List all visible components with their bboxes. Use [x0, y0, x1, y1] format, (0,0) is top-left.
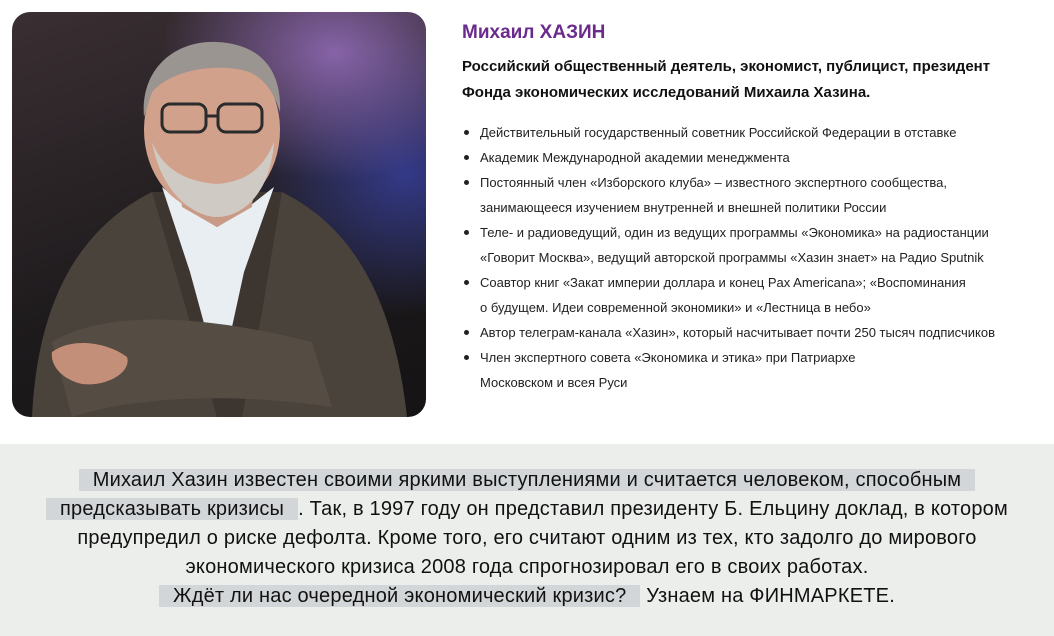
- highlighted-text: Михаил Хазин известен своими яркими выступлениями и считается человеком, способным: [79, 469, 976, 491]
- fact-line: Автор телеграм-канала «Хазин», который насчитывает почти 250 тысяч подписчиков: [480, 325, 995, 340]
- subtitle-line: Фонда экономических исследований Михаила Хазина.: [462, 84, 871, 101]
- portrait-photo: [12, 12, 426, 417]
- summary-section: [0, 444, 1054, 636]
- highlighted-question: Ждёт ли нас очередной экономический кризис?: [159, 585, 640, 607]
- fact-item: [462, 220, 1047, 270]
- fact-line: «Говорит Москва», ведущий авторской программы «Хазин знает» на Радио Sputnik: [480, 250, 984, 265]
- fact-line: Теле- и радиоведущий, один из ведущих программы «Экономика» на радиостанции: [480, 225, 989, 240]
- fact-item: [462, 120, 1047, 145]
- fact-line: Московском и всея Руси: [480, 375, 628, 390]
- highlighted-text: предсказывать кризисы: [46, 498, 298, 520]
- summary-text: . Так, в 1997 году он представил президенту Б. Ельцину доклад, в котором: [298, 498, 1008, 520]
- fact-line: Действительный государственный советник Российской Федерации в отставке: [480, 125, 957, 140]
- summary-paragraph: [30, 466, 1024, 611]
- fact-line: о будущем. Идеи современной экономики» и «Лестница в небо»: [480, 300, 871, 315]
- fact-item: [462, 170, 1047, 220]
- fact-line: Постоянный член «Изборского клуба» – известного экспертного сообщества,: [480, 175, 947, 190]
- facts-list: [462, 120, 1047, 395]
- person-subtitle: [462, 54, 1047, 106]
- summary-line: экономического кризиса 2008 года спрогнозировал его в своих работах.: [185, 556, 869, 578]
- summary-line: [30, 466, 1024, 495]
- summary-text: Узнаем на ФИНМАРКЕТЕ.: [640, 585, 895, 607]
- summary-line: предупредил о риске дефолта. Кроме того, его считают одним из тех, кто задолго до мирового: [77, 527, 977, 549]
- fact-line: занимающееся изучением внутренней и внешней политики России: [480, 200, 887, 215]
- fact-item: [462, 270, 1047, 320]
- subtitle-line: Российский общественный деятель, экономист, публицист, президент: [462, 58, 991, 75]
- fact-line: Член экспертного совета «Экономика и этика» при Патриархе: [480, 350, 856, 365]
- person-name: Михаил ХАЗИН: [462, 22, 606, 43]
- fact-item: [462, 345, 1047, 395]
- summary-line: [30, 495, 1024, 524]
- portrait-illustration: [12, 12, 426, 417]
- summary-line: [30, 582, 1024, 611]
- profile-info: [462, 20, 1047, 395]
- fact-item: [462, 320, 1047, 345]
- fact-item: [462, 145, 1047, 170]
- fact-line: Академик Международной академии менеджмента: [480, 150, 790, 165]
- fact-line: Соавтор книг «Закат империи доллара и конец Pax Americana»; «Воспоминания: [480, 275, 966, 290]
